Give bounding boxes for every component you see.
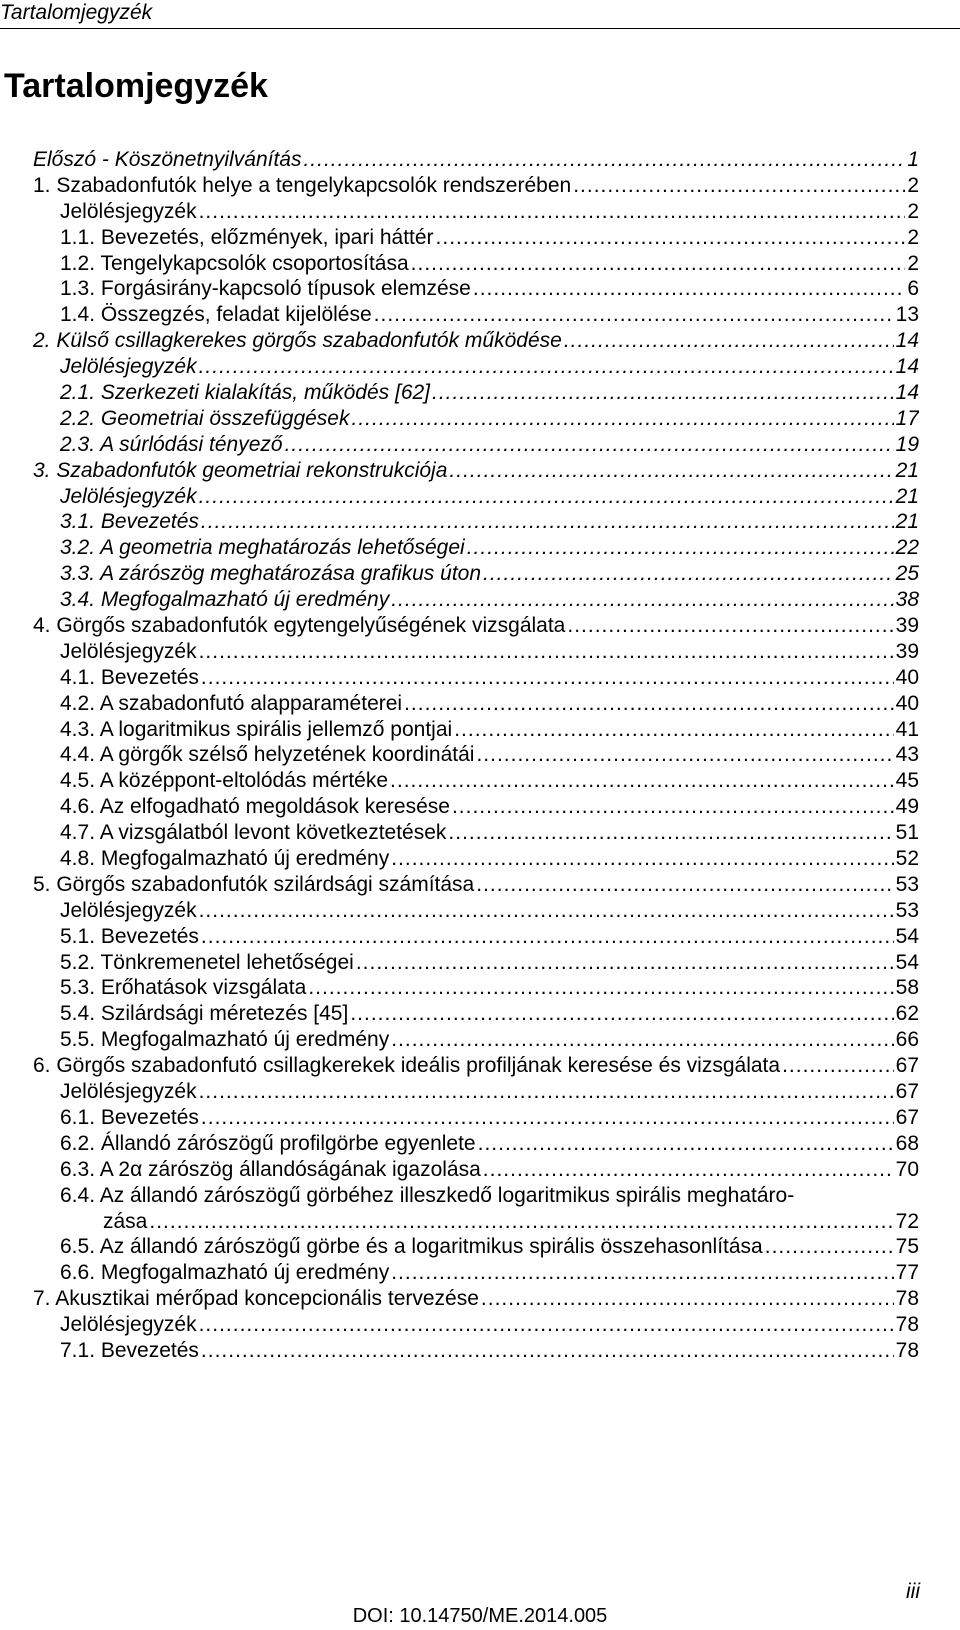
toc-dot-leader [411,251,906,277]
toc-dot-leader [476,742,893,768]
toc-entry[interactable] [33,1131,919,1157]
toc-entry-page: 43 [895,743,919,767]
toc-entry[interactable] [33,613,919,639]
toc-entry-title: 4.6. Az elfogadható megoldások keresése [60,795,450,819]
toc-entry-title: 1.2. Tengelykapcsolók csoportosítása [60,251,409,275]
toc-entry[interactable] [33,898,919,924]
toc-dot-leader [391,587,893,613]
toc-entry[interactable] [33,1053,919,1079]
toc-entry-page: 67 [895,1105,919,1129]
toc-entry-page: 14 [895,355,919,379]
toc-entry-page: 21 [895,458,919,482]
toc-entry[interactable] [33,1286,919,1312]
toc-entry[interactable] [33,1312,919,1338]
toc-dot-leader [201,509,894,535]
toc-entry-page: 38 [895,588,919,612]
page-title: Tartalomjegyzék [4,67,268,105]
toc-entry-page: 45 [895,769,919,793]
toc-entry-title: 4.1. Bevezetés [60,665,199,689]
toc-entry-page: 41 [895,717,919,741]
toc-entry[interactable] [33,276,919,302]
toc-entry-title: Jelölésjegyzék [60,199,197,223]
toc-entry[interactable] [33,742,919,768]
toc-entry-title: 6. Görgős szabadonfutó csillagkerekek ideális profiljának keresése és vizsgálata [33,1054,781,1078]
toc-dot-leader [201,665,894,691]
toc-entry-page: 75 [895,1235,919,1259]
toc-dot-leader [476,872,893,898]
toc-entry[interactable] [33,302,919,328]
toc-entry-page: 67 [895,1080,919,1104]
toc-dot-leader [391,1260,893,1286]
toc-dot-leader [436,225,906,251]
toc-entry[interactable] [33,458,919,484]
toc-dot-leader [199,484,894,510]
toc-entry-title: 3.4. Megfogalmazható új eredmény [60,588,390,612]
toc-dot-leader [308,976,893,1002]
toc-entry-page: 21 [895,484,919,508]
toc-entry[interactable] [33,1079,919,1105]
toc-entry-page: 2 [907,225,919,249]
toc-entry-title: Jelölésjegyzék [60,1313,197,1337]
toc-entry[interactable] [33,406,919,432]
toc-entry[interactable] [33,225,919,251]
toc-entry[interactable] [33,1001,919,1027]
toc-entry-page: 54 [895,950,919,974]
toc-entry-title: 4.8. Megfogalmazható új eredmény [60,847,390,871]
toc-entry-title: 4.4. A görgők szélső helyzetének koordinátái [60,743,475,767]
toc-entry-title: 3. Szabadonfutók geometriai rekonstrukciója [33,458,448,482]
toc-dot-leader [356,950,894,976]
toc-dot-leader [473,276,905,302]
running-header-title: Tartalomjegyzék [0,1,153,24]
toc-dot-leader [782,1053,894,1079]
toc-entry-title: Jelölésjegyzék [60,355,197,379]
toc-entry-page: 72 [895,1209,919,1233]
toc-dot-leader [201,1338,894,1364]
toc-entry-page: 17 [895,406,919,430]
toc-dot-leader [483,1157,894,1183]
toc-entry[interactable] [33,1209,919,1235]
toc-dot-leader [449,458,893,484]
toc-entry-title: Jelölésjegyzék [60,898,197,922]
toc-entry-title: 1.1. Bevezetés, előzmények, ipari háttér [60,225,434,249]
toc-entry-page: 2 [907,173,919,197]
toc-entry-page: 2 [907,251,919,275]
toc-entry-page: 53 [895,898,919,922]
toc-dot-leader [352,406,894,432]
toc-entry-title: 7.1. Bevezetés [60,1338,199,1362]
toc-entry[interactable] [33,1260,919,1286]
toc-entry[interactable] [33,173,919,199]
toc-dot-leader [199,354,894,380]
toc-entry[interactable] [33,199,919,225]
toc-entry-title: 6.1. Bevezetés [60,1105,199,1129]
toc-dot-leader [454,717,893,743]
toc-entry-title: 7. Akusztikai mérőpad koncepcionális tervezése [33,1287,479,1311]
toc-entry-page: 70 [895,1157,919,1181]
toc-entry-page: 78 [895,1287,919,1311]
toc-entry-title: 3.2. A geometria meghatározás lehetőségei [60,536,465,560]
toc-dot-leader [285,432,894,458]
toc-entry-title: 4. Görgős szabadonfutók egytengelyűségének vizsgálata [33,614,566,638]
toc-entry-title: 2.3. A súrlódási tényező [60,432,283,456]
toc-entry[interactable] [33,561,919,587]
toc-entry[interactable] [33,924,919,950]
toc-entry-title: 4.2. A szabadonfutó alapparaméterei [60,691,403,715]
toc-dot-leader [350,1001,893,1027]
toc-entry-title: 6.4. Az állandó zárószögű görbéhez illeszkedő logaritmikus spirális meghatáro- [60,1183,795,1207]
toc-dot-leader [404,691,894,717]
toc-entry-title: 5. Görgős szabadonfutók szilárdsági számítása [33,872,475,896]
toc-entry[interactable] [33,768,919,794]
toc-entry-title: 5.3. Erőhatások vizsgálata [60,976,307,1000]
toc-entry-page: 40 [895,665,919,689]
toc-entry-title: 2.1. Szerkezeti kialakítás, működés [62] [60,381,431,404]
toc-entry-page: 53 [895,872,919,896]
toc-dot-leader [391,846,893,872]
toc-entry[interactable] [33,432,919,458]
toc-dot-leader [564,328,894,354]
toc-dot-leader [452,794,894,820]
toc-dot-leader [483,561,894,587]
toc-entry[interactable] [33,328,919,354]
toc-entry[interactable] [33,587,919,613]
toc-entry[interactable] [33,1157,919,1183]
toc-entry-page: 54 [895,924,919,948]
toc-entry-title: 5.4. Szilárdsági méretezés [45] [60,1002,349,1026]
toc-entry-page: 66 [895,1028,919,1052]
toc-dot-leader [199,1312,894,1338]
toc-dot-leader [573,173,905,199]
toc-entry-page: 77 [895,1261,919,1285]
toc-entry-title: 1.4. Összegzés, feladat kijelölése [60,303,372,327]
toc-entry-title: Jelölésjegyzék [60,1080,197,1104]
toc-dot-leader [201,924,894,950]
toc-dot-leader [391,1027,893,1053]
toc-entry-page: 39 [895,614,919,638]
toc-entry[interactable] [33,1338,919,1364]
toc-entry-title: 6.5. Az állandó zárószögű görbe és a logaritmikus spirális összehasonlítása [60,1235,763,1259]
toc-entry-title: 4.3. A logaritmikus spirális jellemző pontjai [60,717,453,741]
toc-entry-page: 51 [895,821,919,845]
toc-dot-leader [201,1105,894,1131]
toc-entry-title: 6.3. A 2α zárószög állandóságának igazolása [60,1157,481,1181]
header-divider [0,28,960,29]
toc-entry-title: 5.1. Bevezetés [60,924,199,948]
toc-dot-leader [765,1234,894,1260]
toc-entry[interactable] [33,484,919,510]
toc-entry[interactable] [33,1234,919,1260]
toc-entry-page: 58 [895,976,919,1000]
toc-entry-page: 67 [895,1054,919,1078]
toc-entry-page: 19 [895,432,919,456]
toc-dot-leader [149,1209,893,1235]
toc-dot-leader [199,898,894,924]
toc-entry[interactable] [33,251,919,277]
toc-entry-page: 14 [895,329,919,353]
toc-entry-title: 1.3. Forgásirány-kapcsoló típusok elemzése [60,277,471,301]
toc-dot-leader [448,820,893,846]
toc-entry-page: 6 [907,277,919,301]
toc-entry[interactable] [33,380,919,406]
toc-entry[interactable] [33,950,919,976]
toc-dot-leader [567,613,893,639]
toc-entry-title: 2.2. Geometriai összefüggések [60,406,350,430]
toc-dot-leader [199,199,906,225]
toc-entry-page: 39 [895,639,919,663]
toc-entry-page: 13 [895,303,919,327]
page-number: iii [906,1580,920,1603]
toc-entry[interactable] [33,639,919,665]
toc-entry-title: 1. Szabadonfutók helye a tengelykapcsolók rendszerében [33,173,572,197]
toc-entry-title: 4.5. A középpont-eltolódás mértéke [60,769,389,793]
toc-entry[interactable] [33,872,919,898]
toc-entry[interactable] [33,717,919,743]
toc-entry-page: 25 [895,562,919,586]
toc-entry-page: 21 [895,510,919,534]
toc-entry[interactable] [33,976,919,1002]
toc-entry[interactable] [33,665,919,691]
toc-entry-title: 6.6. Megfogalmazható új eredmény [60,1261,390,1285]
toc-entry-page: 22 [895,536,919,560]
toc-entry-page: 78 [895,1338,919,1362]
toc-entry-title: 6.2. Állandó zárószögű profilgörbe egyenlete [60,1131,476,1155]
toc-entry-title: 2. Külső csillagkerekes görgős szabadonfutók működése [33,329,562,353]
toc-entry-page: 40 [895,691,919,715]
toc-entry-page: 49 [895,795,919,819]
toc-dot-leader [199,1079,894,1105]
toc-entry-title: 5.2. Tönkremenetel lehetőségei [60,950,354,974]
toc-dot-leader [199,639,894,665]
toc-dot-leader [374,302,894,328]
toc-entry-title: 4.7. A vizsgálatból levont következtetések [60,821,447,845]
toc-entry-page: 62 [895,1002,919,1026]
toc-entry[interactable] [33,846,919,872]
table-of-contents [33,147,919,1364]
toc-entry-page: 68 [895,1131,919,1155]
toc-entry-title: Jelölésjegyzék [60,639,197,663]
toc-entry[interactable] [33,354,919,380]
toc-dot-leader [478,1131,894,1157]
toc-dot-leader [467,535,894,561]
toc-entry-page: 78 [895,1313,919,1337]
toc-dot-leader [481,1286,894,1312]
toc-entry-title: Jelölésjegyzék [60,484,197,508]
toc-entry-title: 3.1. Bevezetés [60,510,199,534]
toc-dot-leader [390,768,894,794]
toc-entry[interactable] [33,1105,919,1131]
toc-entry[interactable] [33,794,919,820]
toc-dot-leader [432,380,894,406]
toc-entry[interactable] [33,147,919,173]
toc-entry[interactable] [33,1027,919,1053]
toc-entry-page: 2 [907,199,919,223]
toc-entry[interactable] [33,509,919,535]
toc-entry-title: zása [103,1209,148,1233]
toc-entry-page: 1 [907,147,919,171]
toc-entry-title: 3.3. A zárószög meghatározása grafikus úton [60,562,482,586]
toc-dot-leader [303,147,905,173]
toc-entry[interactable] [33,1183,919,1209]
toc-entry[interactable] [33,691,919,717]
toc-entry[interactable] [33,535,919,561]
doi-footer: DOI: 10.14750/ME.2014.005 [352,1605,608,1627]
toc-entry-page: 14 [895,381,919,404]
toc-entry-title: Előszó - Köszönetnyilvánítás [33,147,302,171]
toc-entry-page: 52 [895,847,919,871]
toc-entry[interactable] [33,820,919,846]
toc-entry-title: 5.5. Megfogalmazható új eredmény [60,1028,390,1052]
